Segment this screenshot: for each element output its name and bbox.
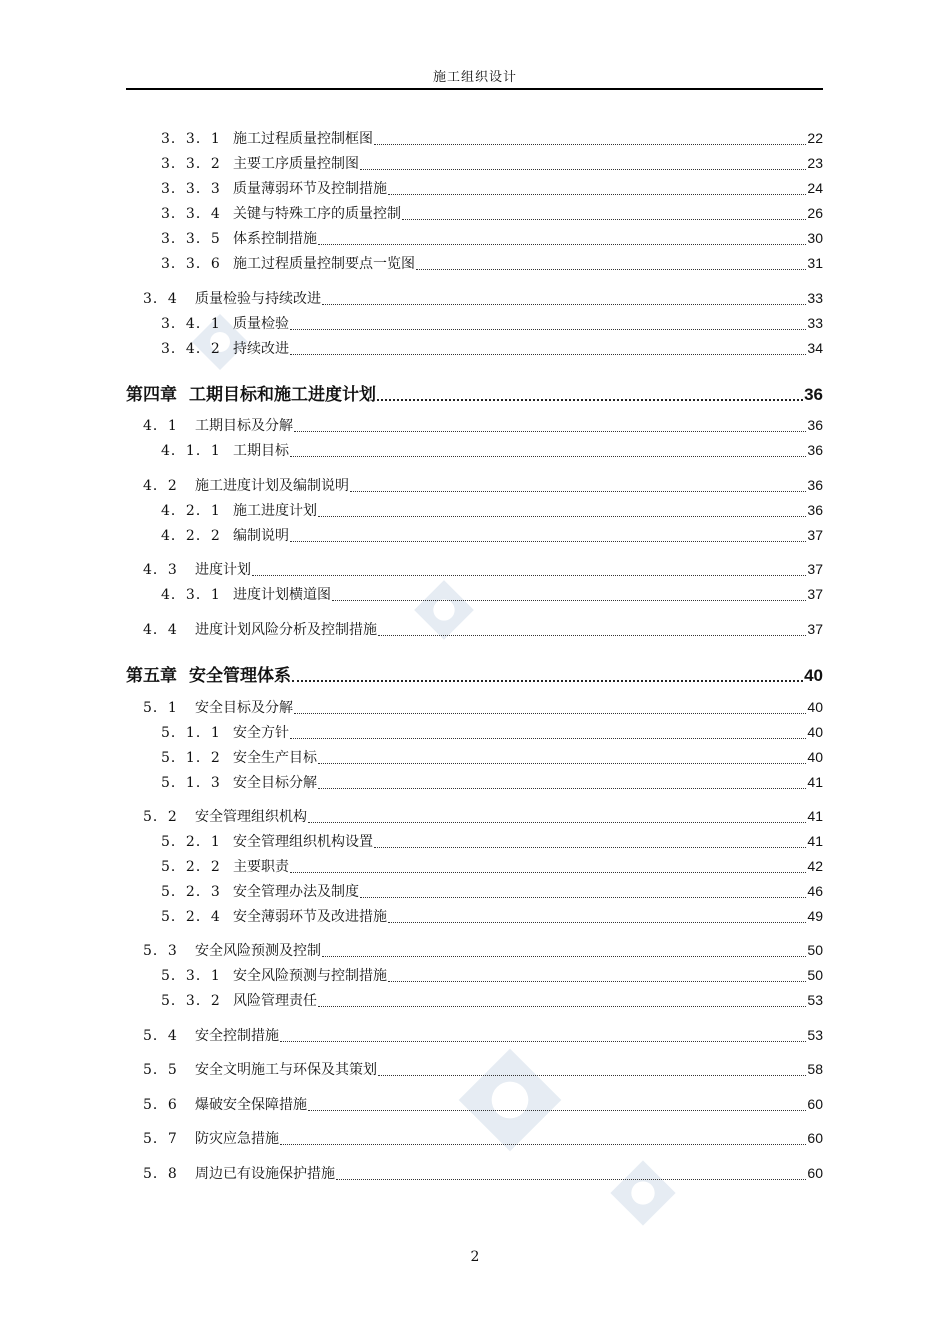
page-number: 2	[470, 1249, 480, 1265]
toc-dot-leader	[318, 788, 806, 789]
toc-dot-leader	[388, 981, 806, 982]
toc-entry-number: 5．1．1	[161, 725, 221, 741]
toc-entry-page: 49	[807, 908, 823, 924]
toc-entry-page: 37	[807, 621, 823, 637]
toc-entry-page: 53	[807, 1027, 823, 1043]
toc-entry-title: 进度计划风险分析及控制措施	[195, 622, 377, 638]
toc-entry-number: 5．2	[143, 809, 178, 825]
toc-entry-title: 工期目标	[233, 443, 289, 459]
toc-dot-leader	[360, 169, 806, 170]
toc-subsection-entry[interactable]	[161, 313, 823, 333]
toc-section-entry[interactable]	[143, 1163, 823, 1183]
toc-entry-number: 3．4．1	[161, 316, 221, 332]
toc-entry-number: 3．3．2	[161, 156, 221, 172]
toc-entry-title: 主要职责	[233, 859, 289, 875]
toc-entry-page: 34	[807, 340, 823, 356]
toc-entry-title: 进度计划横道图	[233, 587, 331, 603]
toc-entry-page: 37	[807, 561, 823, 577]
toc-entry-title: 工期目标和施工进度计划	[189, 385, 376, 405]
toc-subsection-entry[interactable]	[161, 772, 823, 792]
toc-dot-leader	[280, 1041, 806, 1042]
toc-dot-leader	[290, 541, 806, 542]
toc-chapter-entry[interactable]	[126, 661, 823, 686]
toc-section-entry[interactable]	[143, 288, 823, 308]
toc-entry-page: 53	[807, 992, 823, 1008]
toc-dot-leader	[416, 269, 806, 270]
toc-entry-page: 40	[804, 666, 823, 685]
toc-entry-page: 40	[807, 724, 823, 740]
toc-entry-page: 22	[807, 130, 823, 146]
toc-entry-title: 安全管理组织机构	[195, 809, 307, 825]
toc-entry-page: 41	[807, 808, 823, 824]
toc-entry-page: 31	[807, 255, 823, 271]
toc-entry-page: 33	[807, 290, 823, 306]
toc-entry-title: 防灾应急措施	[195, 1131, 279, 1147]
toc-entry-title: 关键与特殊工序的质量控制	[233, 206, 401, 222]
toc-entry-number: 4．1．1	[161, 443, 221, 459]
toc-entry-number: 4．3．1	[161, 587, 221, 603]
toc-dot-leader	[308, 1110, 806, 1111]
toc-dot-leader	[374, 144, 806, 145]
toc-dot-leader	[252, 575, 806, 576]
toc-entry-number: 4．2	[143, 478, 178, 494]
toc-entry-number: 4．2．2	[161, 528, 221, 544]
toc-entry-page: 24	[807, 180, 823, 196]
toc-dot-leader	[350, 491, 806, 492]
toc-entry-page: 60	[807, 1130, 823, 1146]
toc-dot-leader	[332, 600, 806, 601]
toc-entry-number: 4．3	[143, 562, 178, 578]
header-title: 施工组织设计	[432, 70, 517, 85]
toc-subsection-entry[interactable]	[161, 906, 823, 926]
toc-entry-title: 进度计划	[195, 562, 251, 578]
toc-section-entry[interactable]	[143, 559, 823, 579]
toc-section-entry[interactable]	[143, 1128, 823, 1148]
toc-dot-leader	[378, 1075, 806, 1076]
toc-entry-number: 3．4	[143, 291, 178, 307]
toc-entry-number: 第五章	[126, 666, 177, 686]
toc-entry-title: 体系控制措施	[233, 231, 317, 247]
toc-dot-leader	[374, 847, 806, 848]
toc-subsection-entry[interactable]	[161, 722, 823, 742]
toc-entry-number: 3．4．2	[161, 341, 221, 357]
toc-entry-page: 36	[807, 502, 823, 518]
toc-entry-title: 工期目标及分解	[195, 418, 293, 434]
toc-entry-title: 安全方针	[233, 725, 289, 741]
toc-entry-number: 5．7	[143, 1131, 178, 1147]
toc-section-entry[interactable]	[143, 415, 823, 435]
toc-subsection-entry[interactable]	[161, 228, 823, 248]
toc-subsection-entry[interactable]	[161, 990, 823, 1010]
toc-entry-page: 50	[807, 942, 823, 958]
toc-entry-title: 施工进度计划及编制说明	[195, 478, 349, 494]
toc-entry-page: 30	[807, 230, 823, 246]
toc-subsection-entry[interactable]	[161, 584, 823, 604]
toc-entry-number: 5．2．1	[161, 834, 221, 850]
toc-subsection-entry[interactable]	[161, 831, 823, 851]
toc-entry-title: 安全目标分解	[233, 775, 317, 791]
toc-entry-number: 5．1．2	[161, 750, 221, 766]
toc-section-entry[interactable]	[143, 619, 823, 639]
toc-entry-number: 5．1	[143, 700, 178, 716]
toc-entry-title: 爆破安全保障措施	[195, 1097, 307, 1113]
toc-entry-page: 37	[807, 527, 823, 543]
toc-entry-title: 安全生产目标	[233, 750, 317, 766]
toc-dot-leader	[336, 1179, 806, 1180]
toc-subsection-entry[interactable]	[161, 338, 823, 358]
toc-entry-title: 主要工序质量控制图	[233, 156, 359, 172]
toc-dot-leader	[318, 1006, 806, 1007]
toc-entry-title: 安全风险预测及控制	[195, 943, 321, 959]
toc-dot-leader	[294, 713, 806, 714]
toc-subsection-entry[interactable]	[161, 440, 823, 460]
toc-subsection-entry[interactable]	[161, 747, 823, 767]
toc-dot-leader	[290, 738, 806, 739]
toc-entry-page: 40	[807, 749, 823, 765]
toc-chapter-entry[interactable]	[126, 380, 823, 405]
toc-dot-leader	[402, 219, 806, 220]
toc-entry-number: 5．2．2	[161, 859, 221, 875]
toc-dot-leader	[280, 1144, 806, 1145]
toc-entry-page: 37	[807, 586, 823, 602]
toc-entry-title: 周边已有设施保护措施	[195, 1166, 335, 1182]
toc-subsection-entry[interactable]	[161, 178, 823, 198]
toc-entry-page: 36	[807, 442, 823, 458]
toc-entry-title: 施工进度计划	[233, 503, 317, 519]
toc-entry-page: 60	[807, 1165, 823, 1181]
toc-dot-leader	[322, 956, 806, 957]
toc-entry-page: 40	[807, 699, 823, 715]
toc-entry-number: 5．3．1	[161, 968, 221, 984]
toc-entry-number: 5．2．4	[161, 909, 221, 925]
toc-dot-leader	[322, 304, 806, 305]
toc-entry-number: 3．3．3	[161, 181, 221, 197]
toc-subsection-entry[interactable]	[161, 153, 823, 173]
toc-entry-page: 36	[807, 417, 823, 433]
toc-entry-title: 安全控制措施	[195, 1028, 279, 1044]
toc-entry-title: 安全管理组织机构设置	[233, 834, 373, 850]
toc-dot-leader	[318, 763, 806, 764]
toc-subsection-entry[interactable]	[161, 128, 823, 148]
toc-subsection-entry[interactable]	[161, 253, 823, 273]
toc-entry-number: 5．5	[143, 1062, 178, 1078]
toc-entry-number: 5．8	[143, 1166, 178, 1182]
toc-section-entry[interactable]	[143, 697, 823, 717]
toc-dot-leader	[318, 516, 806, 517]
toc-subsection-entry[interactable]	[161, 856, 823, 876]
toc-subsection-entry[interactable]	[161, 525, 823, 545]
toc-entry-title: 施工过程质量控制要点一览图	[233, 256, 415, 272]
toc-entry-number: 5．6	[143, 1097, 178, 1113]
toc-dot-leader	[388, 194, 806, 195]
toc-entry-number: 3．3．5	[161, 231, 221, 247]
toc-entry-page: 41	[807, 833, 823, 849]
toc-entry-title: 安全文明施工与环保及其策划	[195, 1062, 377, 1078]
toc-entry-title: 编制说明	[233, 528, 289, 544]
toc-dot-leader	[294, 431, 806, 432]
toc-entry-number: 3．3．6	[161, 256, 221, 272]
toc-dot-leader	[290, 329, 806, 330]
toc-entry-page: 36	[804, 385, 823, 404]
toc-entry-title: 风险管理责任	[233, 993, 317, 1009]
toc-entry-page: 46	[807, 883, 823, 899]
toc-section-entry[interactable]	[143, 940, 823, 960]
toc-entry-title: 质量检验与持续改进	[195, 291, 321, 307]
toc-dot-leader	[290, 872, 806, 873]
toc-subsection-entry[interactable]	[161, 500, 823, 520]
toc-entry-page: 33	[807, 315, 823, 331]
toc-subsection-entry[interactable]	[161, 881, 823, 901]
toc-dot-leader	[377, 399, 803, 401]
toc-section-entry[interactable]	[143, 1025, 823, 1045]
toc-dot-leader	[378, 635, 806, 636]
toc-section-entry[interactable]	[143, 1059, 823, 1079]
toc-entry-title: 安全风险预测与控制措施	[233, 968, 387, 984]
toc-entry-number: 4．1	[143, 418, 178, 434]
toc-dot-leader	[308, 822, 806, 823]
toc-entry-number: 5．4	[143, 1028, 178, 1044]
toc-entry-number: 5．3	[143, 943, 178, 959]
toc-entry-page: 42	[807, 858, 823, 874]
toc-entry-number: 5．3．2	[161, 993, 221, 1009]
toc-section-entry[interactable]	[143, 806, 823, 826]
toc-dot-leader	[318, 244, 806, 245]
toc-section-entry[interactable]	[143, 475, 823, 495]
toc-entry-number: 3．3．4	[161, 206, 221, 222]
toc-subsection-entry[interactable]	[161, 965, 823, 985]
toc-entry-title: 安全薄弱环节及改进措施	[233, 909, 387, 925]
toc-section-entry[interactable]	[143, 1094, 823, 1114]
toc-entry-title: 质量薄弱环节及控制措施	[233, 181, 387, 197]
toc-dot-leader	[290, 354, 806, 355]
toc-entry-title: 质量检验	[233, 316, 289, 332]
toc-entry-page: 26	[807, 205, 823, 221]
toc-entry-title: 持续改进	[233, 341, 289, 357]
toc-dot-leader	[292, 680, 803, 682]
toc-dot-leader	[388, 922, 806, 923]
toc-entry-page: 58	[807, 1061, 823, 1077]
toc-dot-leader	[290, 456, 806, 457]
toc-entry-title: 安全目标及分解	[195, 700, 293, 716]
toc-subsection-entry[interactable]	[161, 203, 823, 223]
toc-entry-page: 60	[807, 1096, 823, 1112]
toc-entry-number: 3．3．1	[161, 131, 221, 147]
toc-entry-title: 安全管理体系	[189, 666, 291, 686]
toc-entry-number: 4．4	[143, 622, 178, 638]
toc-dot-leader	[360, 897, 806, 898]
toc-entry-title: 施工过程质量控制框图	[233, 131, 373, 147]
toc-entry-number: 4．2．1	[161, 503, 221, 519]
toc-entry-number: 5．2．3	[161, 884, 221, 900]
toc-entry-number: 5．1．3	[161, 775, 221, 791]
toc-entry-page: 36	[807, 477, 823, 493]
toc-entry-page: 50	[807, 967, 823, 983]
toc-entry-page: 41	[807, 774, 823, 790]
toc-entry-number: 第四章	[126, 385, 177, 405]
toc-entry-title: 安全管理办法及制度	[233, 884, 359, 900]
toc-entry-page: 23	[807, 155, 823, 171]
